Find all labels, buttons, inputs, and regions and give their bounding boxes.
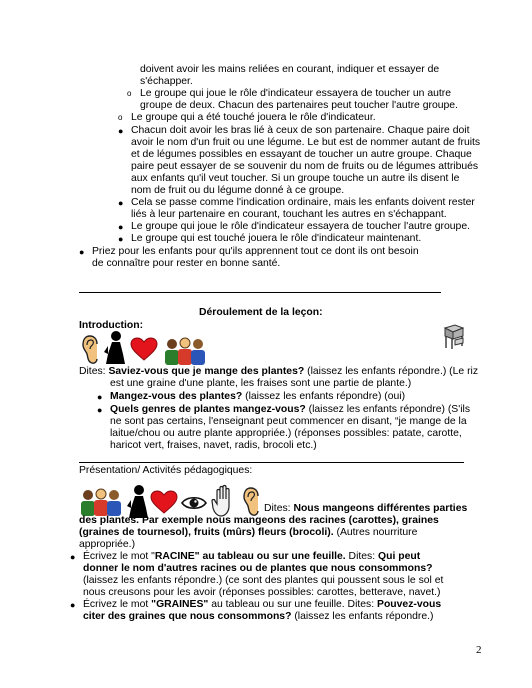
question-3-bold: Quels genres de plantes mangez-vous? bbox=[110, 404, 306, 415]
page-number: 2 bbox=[476, 644, 482, 656]
list-item-line: paire peut essayer de se souvenir du nom de fruits ou de légumes attribués bbox=[131, 161, 479, 172]
graines-bold: "GRAINES" bbox=[151, 599, 209, 610]
continued-text-line: s'échapper. bbox=[140, 76, 193, 87]
divider-line bbox=[79, 292, 441, 293]
list-item-line: liés à leur partenaire en courant, touchant les autres en s'échappant. bbox=[131, 209, 447, 220]
question-2-line bbox=[110, 391, 405, 403]
racine-line-2: donner le nom d'autres racines ou de plantes que nous consommons? bbox=[83, 563, 433, 574]
children-group-icon bbox=[79, 488, 123, 518]
list-item-line: aux enfants qu'il veut toucher. Si un groupe touche un autre ils disent le bbox=[131, 173, 460, 184]
bullet: ● bbox=[70, 600, 76, 610]
divider-line bbox=[79, 462, 464, 463]
graines-line-2 bbox=[83, 611, 434, 623]
praying-child-icon bbox=[103, 330, 127, 366]
ear-icon bbox=[79, 334, 103, 366]
presentation-line-2: des plantes. Par exemple nous mangeons des racines (carottes), graines bbox=[79, 515, 439, 526]
continued-text-line: doivent avoir les mains reliées en courant, indiquer et essayer de bbox=[140, 64, 440, 75]
graines-line-1 bbox=[83, 599, 441, 611]
question-1-line bbox=[79, 366, 478, 378]
presentation-label: Présentation/ Activités pédagogiques: bbox=[79, 465, 253, 476]
question-3-line: laitue/chou ou autre plante appropriée.) (réponses possibles: patate, carotte, bbox=[110, 428, 462, 439]
bullet: ● bbox=[118, 198, 124, 208]
sub-item-line: Le groupe qui joue le rôle d'indicateur essayera de toucher un autre bbox=[140, 88, 452, 99]
graines-question: citer des graines que nous consommons? bbox=[83, 611, 292, 622]
dites-label: Dites: bbox=[264, 503, 294, 514]
graines-text: au tableau ou sur une feuille. Dites: bbox=[208, 599, 378, 610]
presentation-line-1 bbox=[264, 503, 467, 515]
presentation-bold: Nous mangeons différentes parties bbox=[293, 503, 468, 514]
section-heading: Déroulement de la leçon: bbox=[199, 307, 323, 318]
list-item-line: Priez pour les enfants pour qu'ils apprennent tout ce dont ils ont besoin bbox=[92, 246, 419, 257]
list-item-line: de connaître pour rester en bonne santé. bbox=[92, 258, 281, 269]
bullet: ● bbox=[79, 247, 85, 257]
list-item-line: et de légumes possibles en essayant de toucher un autre groupe. Chaque bbox=[131, 149, 472, 160]
eye-icon bbox=[181, 494, 207, 512]
question-3-line: haricot vert, fraises, navet, radis, brocoli etc.) bbox=[110, 440, 317, 451]
question-1-text: (laissez les enfants répondre.) (Le riz bbox=[304, 366, 479, 377]
list-item: Le groupe qui a été touché jouera le rôle d'indicateur. bbox=[131, 112, 376, 123]
question-3-line: ne sont pas certains, l'enseignant peut commencer en disant, “je mange de la bbox=[110, 416, 467, 427]
racine-question: Qui peut bbox=[378, 551, 421, 562]
sub-item-line: groupe de deux. Chacun des partenaires peut toucher l'autre groupe. bbox=[140, 100, 458, 111]
list-item: Le groupe qui joue le rôle d'indicateur essayera de toucher l'autre groupe. bbox=[131, 221, 470, 232]
question-1-line-2: est une graine d'une plante, les fraises sont une partie de plante.) bbox=[110, 378, 412, 389]
presentation-line-4: appropriée.) bbox=[79, 539, 136, 550]
bullet: ● bbox=[118, 126, 124, 136]
bullet: ● bbox=[97, 405, 103, 415]
children-group-icon bbox=[163, 337, 207, 367]
heart-icon bbox=[130, 337, 158, 361]
open-bullet: o bbox=[118, 113, 123, 122]
dites-label: Dites: bbox=[79, 366, 109, 377]
graines-question: Pouvez-vous bbox=[377, 599, 442, 610]
question-2-bold: Mangez-vous des plantes? bbox=[110, 391, 243, 402]
list-item: Le groupe qui est touché jouera le rôle d'indicateur maintenant. bbox=[131, 233, 422, 244]
question-3-text: (laissez les enfants répondre) (S'ils bbox=[305, 404, 471, 415]
bullet: ● bbox=[118, 222, 124, 232]
bullet: ● bbox=[97, 392, 103, 402]
racine-line: (laissez les enfants répondre.) (ce sont des plantes qui poussent sous le sol et bbox=[83, 575, 444, 586]
bullet: ● bbox=[118, 234, 124, 244]
racine-line: nous creusons pour les avoir (réponses possibles: carottes, betterave, navet.) bbox=[83, 587, 441, 598]
racine-line-1 bbox=[83, 551, 420, 563]
ear-icon bbox=[240, 486, 264, 518]
presentation-bold: (graines de tournesol), fruits (mûrs) fleurs (brocoli). bbox=[79, 527, 334, 538]
intro-label: Introduction: bbox=[79, 320, 144, 331]
bullet: ● bbox=[70, 552, 76, 562]
list-item-line: nom de fruit ou du légume donné à ce groupe. bbox=[131, 185, 345, 196]
dites-label: Dites: bbox=[345, 551, 379, 562]
graines-prefix: Écrivez le mot bbox=[83, 599, 152, 610]
question-2-text: (laissez les enfants répondre) (oui) bbox=[242, 391, 406, 402]
question-3-line bbox=[110, 404, 470, 416]
open-bullet: o bbox=[127, 89, 132, 98]
list-item-line: Chacun doit avoir les bras lié à ceux de son partenaire. Chaque paire doit bbox=[131, 125, 470, 136]
question-1-bold: Saviez-vous que je mange des plantes? bbox=[108, 366, 305, 377]
racine-bold: RACINE" au tableau ou sur une feuille. bbox=[154, 551, 346, 562]
graines-text: (laissez les enfants répondre.) bbox=[291, 611, 434, 622]
racine-prefix: Écrivez le mot " bbox=[83, 551, 155, 562]
list-item-line: avoir le nom d'un fruit ou une légume. Le but est de nommer autant de fruits bbox=[131, 137, 481, 148]
presentation-text: (Autres nourriture bbox=[333, 527, 418, 538]
hand-icon bbox=[211, 484, 235, 518]
presentation-line-3 bbox=[79, 527, 417, 539]
list-item-line: Cela se passe comme l'indication ordinaire, mais les enfants doivent rester bbox=[131, 197, 475, 208]
heart-icon bbox=[150, 490, 178, 514]
school-desk-icon bbox=[441, 324, 467, 350]
